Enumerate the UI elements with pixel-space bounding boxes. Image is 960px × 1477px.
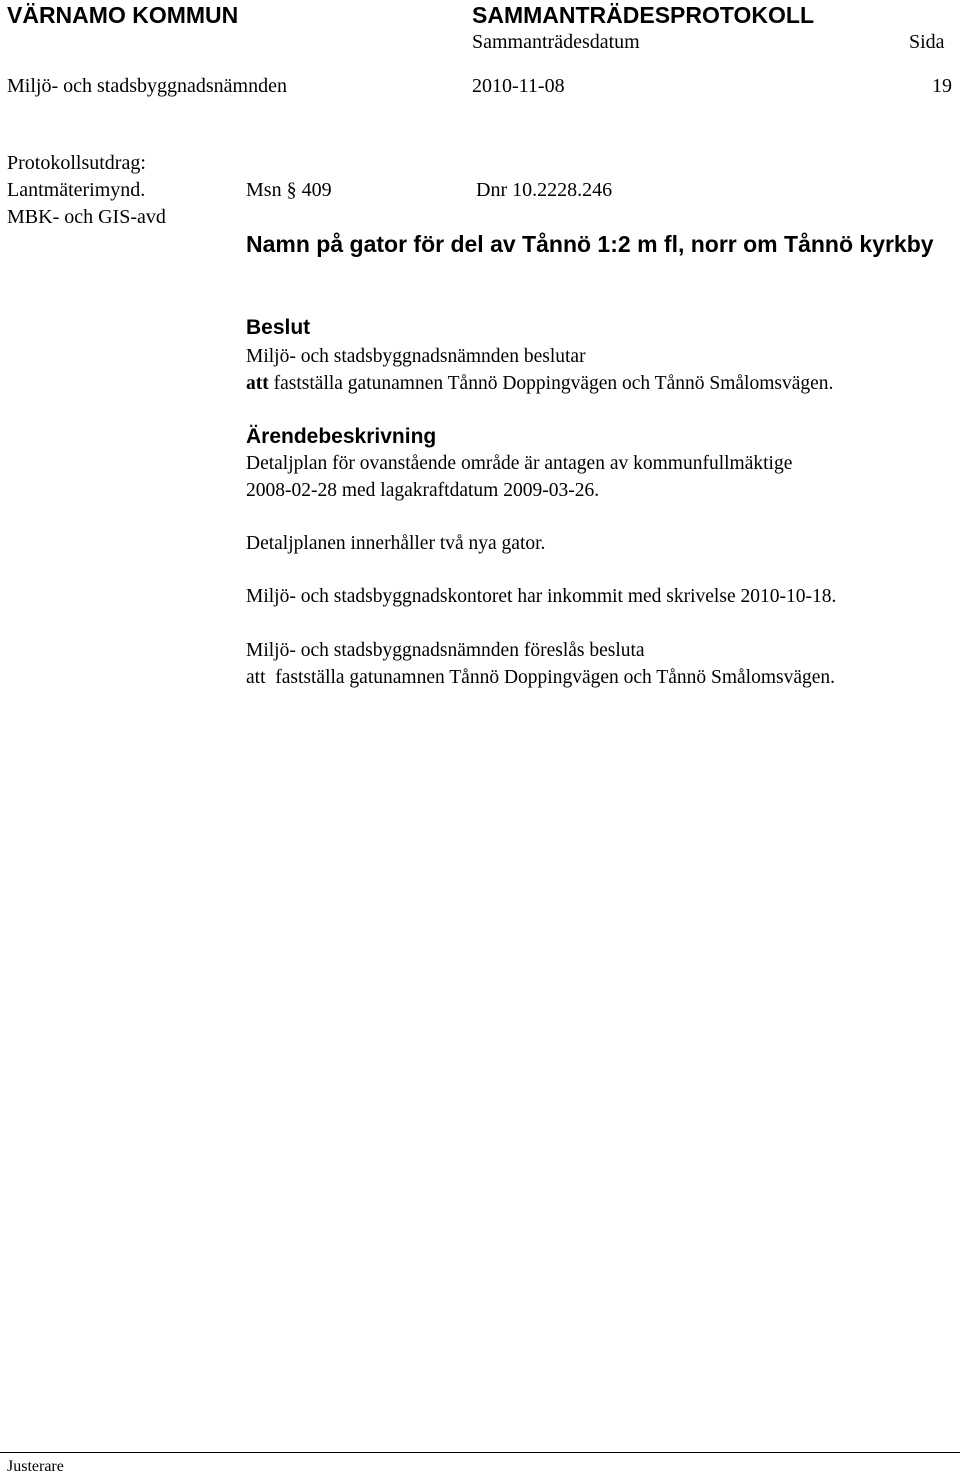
case-att: att (246, 667, 266, 688)
case-text-line-1: Detaljplan för ovanstående område är antagen av kommunfullmäktige (246, 453, 793, 474)
decision-heading: Beslut (246, 316, 311, 339)
case-text-line-5: Miljö- och stadsbyggnadsnämnden föreslås besluta (246, 640, 645, 661)
decision-text (246, 373, 833, 395)
organization-name: VÄRNAMO KOMMUN (7, 2, 239, 28)
page-number: 19 (932, 75, 952, 97)
recipient-department-1: Lantmäterimynd. (7, 179, 146, 201)
msn-paragraph: Msn § 409 (246, 179, 332, 201)
diary-number: Dnr 10.2228.246 (476, 179, 613, 201)
subject-heading: Namn på gator för del av Tånnö 1:2 m fl, norr om Tånnö kyrkby (246, 231, 934, 257)
recipient-department-2: MBK- och GIS-avd (7, 206, 166, 228)
footer-divider (0, 1452, 960, 1453)
extract-title: Protokollsutdrag: (7, 152, 146, 174)
case-text-line-6-body: fastställa gatunamnen Tånnö Doppingvägen och Tånnö Smålomsvägen. (275, 667, 836, 688)
case-description-heading: Ärendebeskrivning (246, 425, 437, 448)
decision-att: att (246, 373, 269, 394)
committee-name: Miljö- och stadsbyggnadsnämnden (7, 75, 287, 97)
meeting-date-label: Sammanträdesdatum (472, 31, 640, 53)
adjuster-label: Justerare (7, 1458, 64, 1475)
case-text-line-2: 2008-02-28 med lagakraftdatum 2009-03-26. (246, 480, 600, 501)
page-label: Sida (909, 31, 945, 53)
meeting-date: 2010-11-08 (472, 75, 565, 97)
case-text-line-3: Detaljplanen innerhåller två nya gator. (246, 533, 546, 554)
case-text-line-6 (246, 667, 835, 689)
decision-intro: Miljö- och stadsbyggnadsnämnden beslutar (246, 346, 586, 367)
decision-text-body: fastställa gatunamnen Tånnö Doppingvägen och Tånnö Smålomsvägen. (273, 373, 834, 394)
document-type: SAMMANTRÄDESPROTOKOLL (472, 2, 815, 28)
case-text-line-4: Miljö- och stadsbyggnadskontoret har inkommit med skrivelse 2010-10-18. (246, 586, 837, 607)
